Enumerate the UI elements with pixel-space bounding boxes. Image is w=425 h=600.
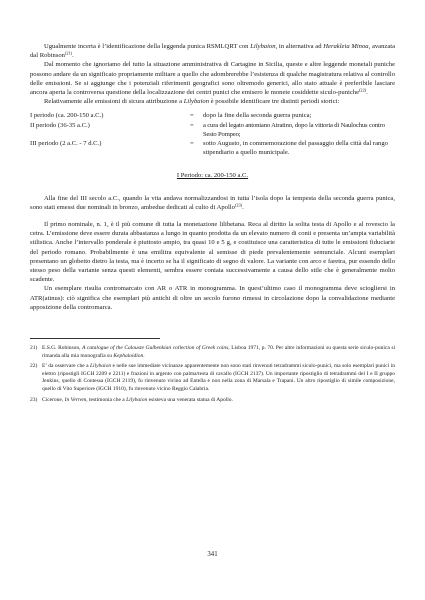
period-description: sotto Augusto, in commemorazione del passaggio della città dal rango stipendiario a quello municipale. [203,140,388,157]
body-paragraph-3: Un esemplare risulta contromarcato con AR o ATR in monogramma. In quest’ultimo caso il monogramma deve sciogliersi in ATR(atinus): ciò significa che esemplari più antichi di oltre un secolo furono rimessi in circolazione dopo la convalidazione mediante apposizione della contromarca. [30,285,395,311]
footnote-number: 21) [30,345,38,352]
period-label: I periodo (ca. 200-150 a.C.) [30,112,104,120]
period-equals: = [190,121,194,129]
footnote-number: 23) [30,396,38,403]
page-number: 341 [207,551,218,558]
intro-paragraph-2: Dal momento che ignoriamo del tutto la situazione amministrativa di Cartagine in Sicilia, queste e altre leggende monetali puniche possono andare da un significato propriamente militare a quello che adombrerebbe l’esistenza di qualche magistratura relativa al controllo delle emissioni. Se si aggiunge che i potenziali riferimenti geografici sono oltremodo generici, allo stato attuale è preferibile lasciare ancora aperta la controversa questione della localizzazione dei centri punici che emisero le monete cosiddette siculo-puniche$^{(22)}$. [30,61,395,97]
period-row-1 [30,111,395,120]
period-row-2 [30,121,395,139]
period-equals: = [190,112,194,120]
period-label: II periodo (36-35 a.C.) [30,121,90,129]
period-description: dopo la fine della seconda guerra punica; [203,112,312,120]
footnote-text: E’ da osservare che a Lilybaion e nelle sue immediate vicinanze apparentemente non sono stati rinvenuti tetradrammi siculo-punici, ma solo esemplari punici in elettro (ripostigli IGCH 2209 e 2211) e frazioni in argento con palma/testa di cavallo (IGCH 2137). Un importante ripostiglio di tetradrammi del I e II gruppo Jenkins, quello di Contessa (IGCH 2119), fu rinvenuto vicino ad Entella e non nella zona di Marsala e Trapani. Un altro ripostiglio di simile composizione, quello di Vito Superiore (IGCH 1910), fu rinvenuto vicino Reggio Calabria. [42,363,395,393]
intro-paragraph-1: Ugualmente incerta è l’identificazione della leggenda punica RSMLQRT con Lilybaion, in alternativa ad Herakleia Minoa, avanzata dal Robinson$^{(21)}$. [30,43,396,60]
body-paragraph-2: Il primo nominale, n. 1, è il più comune di tutta la monetazione lilibetana. Reca al diritto la solita testa di Apollo e al rovescio la cetra. L’emissione deve essere durata abbastanza a lungo in quanto prodotta da un elevato numero di conii e presenta un’ampia variabilità stilistica. Anche l’intervallo ponderale è piuttosto ampio, tra quasi 10 e 5 g, e costituisce una caratteristica di tutte le emissioni fiduciarie del periodo romano. Probabilmente è una emilitra equivalente al semisse di piede prevalentemente semunciale. Alcuni esemplari presentano un globetto dietro la testa, ma è incerto se ha il significato di segno di valore. La variante con arco e faretra, pur essendo dello stesso peso della variante senza questi elementi, sembra essere coniata successivamente a causa dello stile che è generalmente molto scadente. [30,221,395,284]
body-paragraph-1: Alla fine del III secolo a.C., quando la vita andava normalizzandosi in tutta l’isola dopo la tempesta della seconda guerra punica, sono stati emessi due nominali in bronzo, ambedue dedicati al culto di Apollo$^{(23)}$. [30,194,395,211]
period-label: III periodo (2 a.C. - 7 d.C.) [30,140,102,148]
footnote-text: E.S.G. Robinson, A catalogue of the Calouste Gulbenkian collection of Greek coins, Lisboa 1971, p. 70. Per altre informazioni su questa serie siculo-punica si rimanda alla mia monografia su Kephaloidion. [42,345,395,359]
page-body [30,42,395,404]
period-description: a cura del legato antoniano Atratino, dopo la vittoria di Naulochus contro Sesto Pompeo; [203,121,385,138]
footnote-text: Cicerone, In Verrem, testimonia che a Lilybaion esisteva una venerata statua di Apollo. [42,396,233,403]
footnote-ref-23[interactable]: (23) [234,202,243,208]
footnote-23 [30,397,395,405]
section-heading: I Periodo: ca. 200-150 a.C. [176,172,249,180]
footnote-22 [30,363,395,393]
footnote-number: 22) [30,363,38,370]
period-row-3 [30,139,395,157]
footnote-21 [30,345,395,360]
footnote-ref-22[interactable]: (22) [359,87,367,93]
intro-paragraph-3: Relativamente alle emissioni di sicura attribuzione a Lilybaion è possibile identificare tre distinti periodi storici: [44,98,340,106]
footnote-ref-21[interactable]: (21) [64,50,73,56]
period-equals: = [190,140,194,148]
